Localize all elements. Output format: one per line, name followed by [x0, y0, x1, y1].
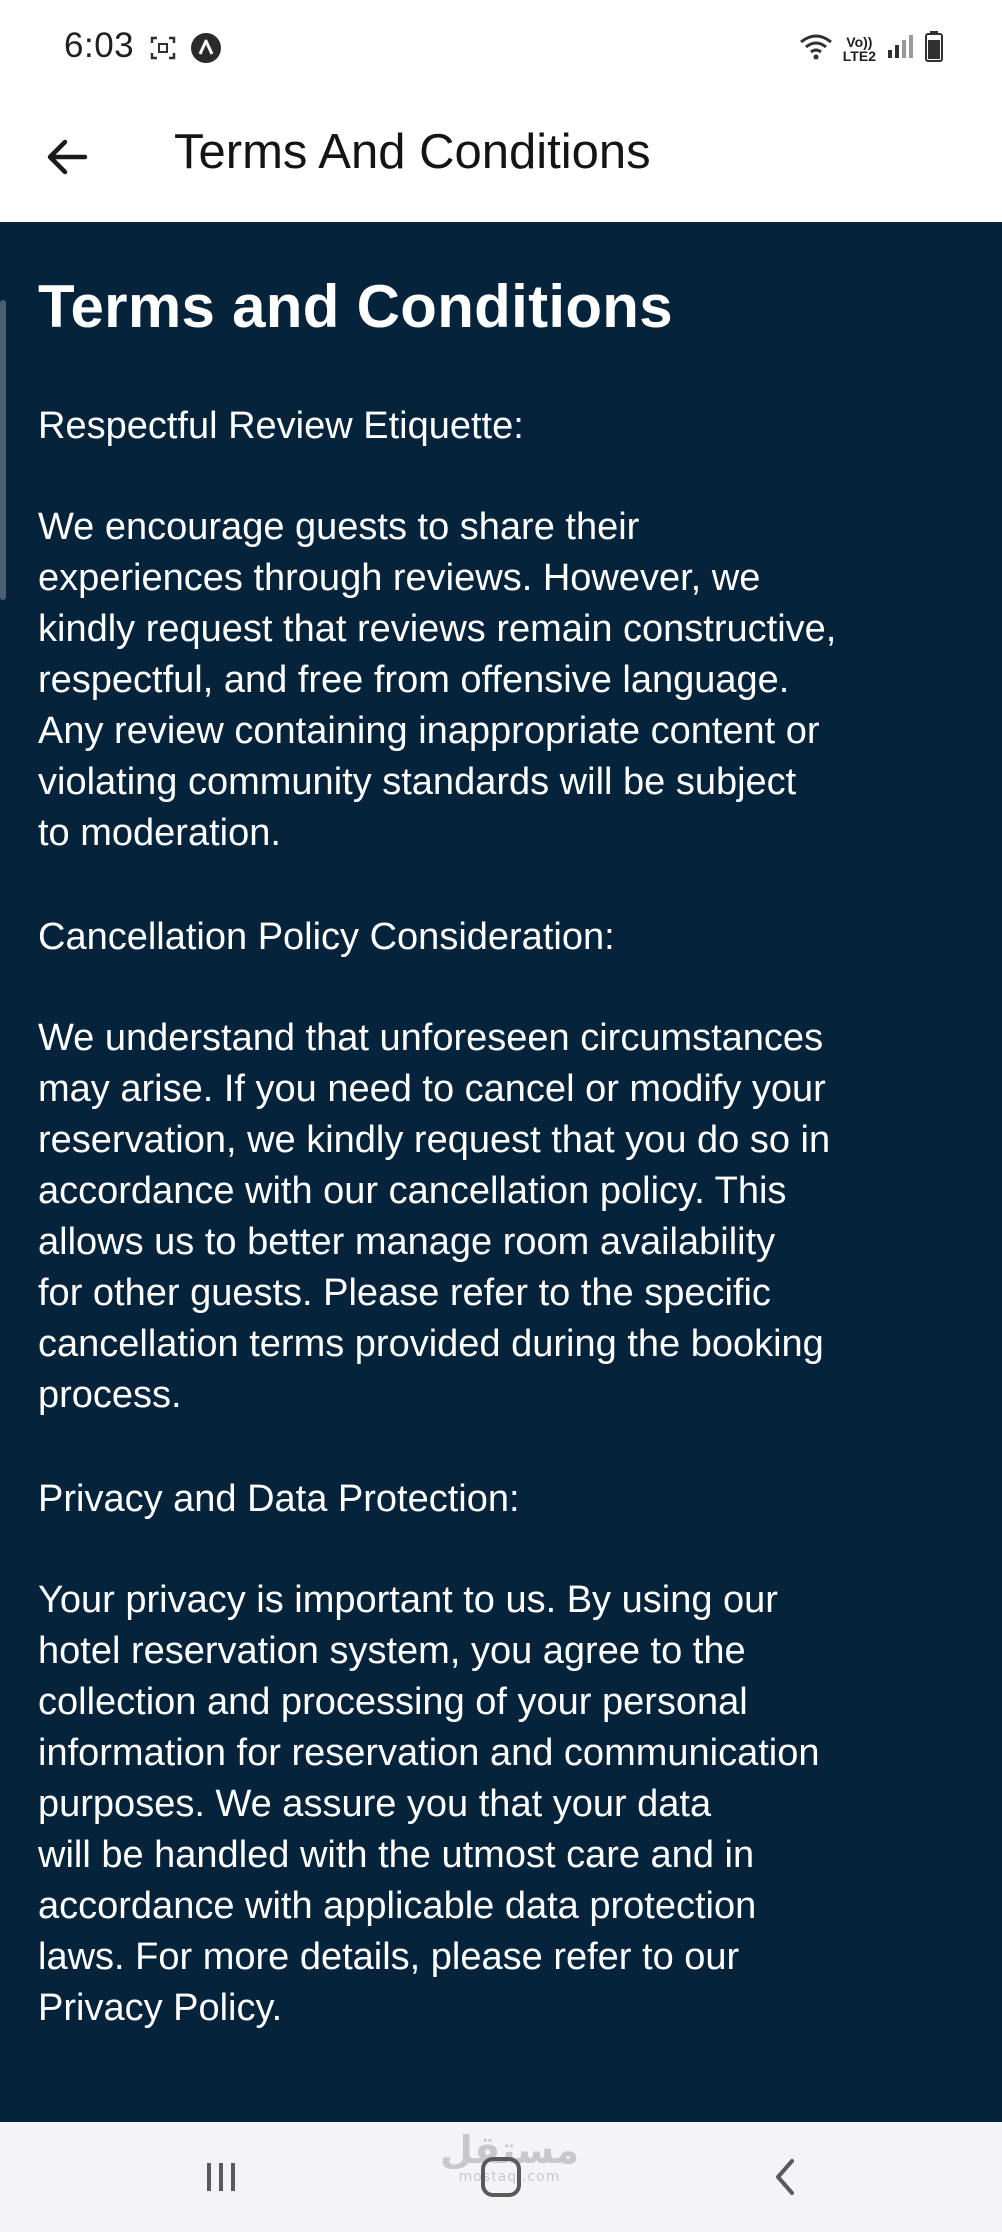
network-type-label — [843, 35, 876, 63]
recent-apps-button[interactable] — [176, 2140, 266, 2214]
status-time: 6:03 — [64, 26, 135, 65]
section-paragraph-privacy — [38, 1575, 978, 2034]
paragraph-line: allows us to better manage room availability — [38, 1221, 776, 1263]
paragraph-line: kindly request that reviews remain constructive, — [38, 608, 837, 650]
paragraph-line: reservation, we kindly request that you do so in — [38, 1119, 831, 1161]
paragraph-line: process. — [38, 1374, 182, 1416]
paragraph-line: will be handled with the utmost care and in — [38, 1834, 755, 1876]
terms-heading: Terms and Conditions — [38, 273, 673, 340]
paragraph-line: collection and processing of your personal — [38, 1681, 748, 1723]
terms-text-container — [38, 272, 978, 2034]
home-button[interactable] — [456, 2140, 546, 2214]
app-bar — [0, 100, 1002, 222]
battery-icon — [924, 30, 944, 67]
volte-label: Vo)) — [846, 33, 873, 50]
status-left-icons — [150, 32, 222, 69]
recent-apps-icon — [201, 2159, 241, 2195]
paragraph-line: laws. For more details, please refer to our — [38, 1936, 740, 1978]
paragraph-line: respectful, and free from offensive language. — [38, 659, 790, 701]
paragraph-line: may arise. If you need to cancel or modify your — [38, 1068, 826, 1110]
paragraph-line: experiences through reviews. However, we — [38, 557, 761, 599]
system-nav-bar — [0, 2122, 1002, 2232]
back-button[interactable] — [36, 126, 98, 188]
paragraph-line: hotel reservation system, you agree to the — [38, 1630, 746, 1672]
terms-content[interactable] — [0, 222, 1002, 2122]
screenshot-icon — [150, 36, 176, 65]
section-paragraph-review-etiquette — [38, 502, 978, 859]
paragraph-line: Privacy Policy. — [38, 1987, 283, 2029]
paragraph-line: Your privacy is important to us. By using our — [38, 1579, 778, 1621]
section-title-cancellation-policy: Cancellation Policy Consideration: — [38, 916, 615, 958]
paragraph-line: cancellation terms provided during the booking — [38, 1323, 824, 1365]
wifi-icon — [799, 32, 833, 65]
paragraph-line: to moderation. — [38, 812, 281, 854]
notification-a-icon — [190, 32, 222, 69]
home-icon — [479, 2155, 523, 2199]
scroll-indicator[interactable] — [0, 300, 6, 600]
back-icon — [770, 2157, 800, 2197]
watermark-text: مستقل — [440, 2128, 579, 2172]
paragraph-line: for other guests. Please refer to the specific — [38, 1272, 771, 1314]
paragraph-line: accordance with our cancellation policy. This — [38, 1170, 787, 1212]
system-back-button[interactable] — [740, 2140, 830, 2214]
paragraph-line: purposes. We assure you that your data — [38, 1783, 712, 1825]
status-bar — [0, 0, 1002, 100]
paragraph-line: information for reservation and communication — [38, 1732, 820, 1774]
paragraph-line: We understand that unforeseen circumstances — [38, 1017, 824, 1059]
paragraph-line: We encourage guests to share their — [38, 506, 640, 548]
section-title-privacy: Privacy and Data Protection: — [38, 1478, 520, 1520]
status-right-icons — [799, 30, 944, 67]
paragraph-line: violating community standards will be subject — [38, 761, 797, 803]
arrow-left-icon — [45, 137, 89, 177]
watermark-subtext: mostaql.com — [458, 2169, 561, 2185]
page-title: Terms And Conditions — [174, 125, 651, 179]
section-paragraph-cancellation-policy — [38, 1013, 978, 1421]
lte-label: LTE2 — [842, 47, 876, 64]
signal-icon — [886, 32, 914, 65]
section-title-review-etiquette: Respectful Review Etiquette: — [38, 405, 524, 447]
paragraph-line: Any review containing inappropriate content or — [38, 710, 820, 752]
paragraph-line: accordance with applicable data protection — [38, 1885, 757, 1927]
